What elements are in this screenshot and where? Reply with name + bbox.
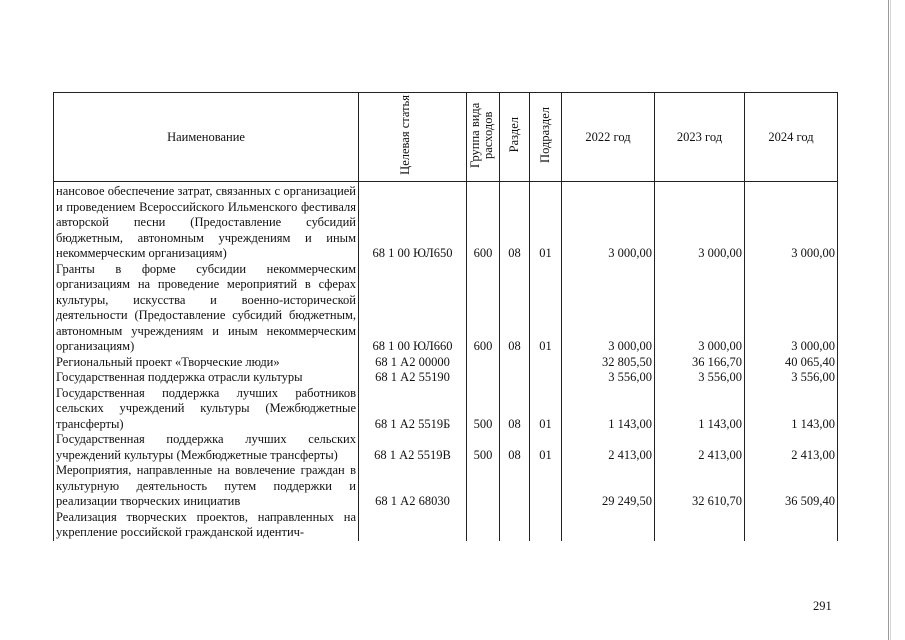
row-2023: 3 000,00: [655, 262, 745, 355]
row-section: [500, 463, 530, 510]
table-row: [54, 463, 838, 510]
table-header-row: [54, 93, 838, 182]
row-group: [467, 510, 500, 541]
row-group: 600: [467, 182, 500, 262]
row-2023: 2 413,00: [655, 432, 745, 463]
row-name: Мероприятия, направленные на вовлечение граждан в культурную деятельность путем поддержки и реализации творческих инициатив: [54, 463, 359, 510]
row-2023: 3 556,00: [655, 370, 745, 386]
row-2024: 3 000,00: [745, 182, 838, 262]
row-section: 08: [500, 386, 530, 433]
row-2022: 3 000,00: [562, 262, 655, 355]
row-name: нансовое обеспечение затрат, связанных с организацией и проведением Всероссийского Ильменского фестиваля авторской песни (Предоставление субсидий бюджетным, автономным учреждениям и иным некоммерческим организациям): [54, 182, 359, 262]
header-target-article: Целевая статья: [359, 93, 467, 182]
row-subsection: [530, 463, 562, 510]
row-subsection: [530, 510, 562, 541]
row-code: [359, 510, 467, 541]
table-row: [54, 386, 838, 433]
row-group: 500: [467, 432, 500, 463]
row-code: 68 1 00 ЮЛ660: [359, 262, 467, 355]
row-2024: 40 065,40: [745, 355, 838, 371]
row-section: [500, 355, 530, 371]
row-group: [467, 370, 500, 386]
page-edge-line: [890, 0, 891, 640]
row-2024: 2 413,00: [745, 432, 838, 463]
row-2022: 1 143,00: [562, 386, 655, 433]
row-section: [500, 510, 530, 541]
row-name: Гранты в форме субсидии некоммерческим организациям на проведение мероприятий в сферах культуры, искусства и военно-исторической деятельности (Предоставление субсидий бюджетным, автономным учреждениям и иным некоммерческим организациям): [54, 262, 359, 355]
table-row: [54, 182, 838, 262]
row-section: 08: [500, 182, 530, 262]
row-2024: [745, 510, 838, 541]
row-code: 68 1 А2 68030: [359, 463, 467, 510]
header-year-2024: 2024 год: [745, 93, 838, 182]
row-group: [467, 463, 500, 510]
table-row: [54, 262, 838, 355]
row-2022: [562, 510, 655, 541]
table-row: [54, 355, 838, 371]
row-name: Реализация творческих проектов, направленных на укрепление российской гражданской идентич-: [54, 510, 359, 541]
row-2023: [655, 510, 745, 541]
header-expense-group: Группа вида расходов: [467, 93, 500, 182]
row-subsection: [530, 370, 562, 386]
row-group: [467, 355, 500, 371]
row-2022: 2 413,00: [562, 432, 655, 463]
row-name: Государственная поддержка лучших работников сельских учреждений культуры (Межбюджетные трансферты): [54, 386, 359, 433]
row-section: 08: [500, 262, 530, 355]
row-subsection: 01: [530, 262, 562, 355]
row-code: 68 1 А2 55190: [359, 370, 467, 386]
row-code: 68 1 А2 00000: [359, 355, 467, 371]
budget-table: [53, 92, 838, 541]
row-code: 68 1 00 ЮЛ650: [359, 182, 467, 262]
page-edge-line: [888, 0, 889, 640]
row-name: Государственная поддержка лучших сельских учреждений культуры (Межбюджетные трансферты): [54, 432, 359, 463]
row-code: 68 1 А2 5519В: [359, 432, 467, 463]
row-2023: 3 000,00: [655, 182, 745, 262]
header-subsection: Подраздел: [530, 93, 562, 182]
row-code: 68 1 А2 5519Б: [359, 386, 467, 433]
page-number: 291: [813, 599, 832, 613]
table-row: [54, 370, 838, 386]
row-2023: 1 143,00: [655, 386, 745, 433]
header-year-2023: 2023 год: [655, 93, 745, 182]
row-name: Государственная поддержка отрасли культуры: [54, 370, 359, 386]
row-2022: 29 249,50: [562, 463, 655, 510]
row-2024: 3 556,00: [745, 370, 838, 386]
row-subsection: 01: [530, 182, 562, 262]
row-2024: 36 509,40: [745, 463, 838, 510]
header-year-2022: 2022 год: [562, 93, 655, 182]
row-2024: 3 000,00: [745, 262, 838, 355]
row-2023: 32 610,70: [655, 463, 745, 510]
row-2024: 1 143,00: [745, 386, 838, 433]
table-row: [54, 432, 838, 463]
row-subsection: [530, 355, 562, 371]
row-subsection: 01: [530, 386, 562, 433]
row-name: Региональный проект «Творческие люди»: [54, 355, 359, 371]
row-2022: 3 000,00: [562, 182, 655, 262]
row-subsection: 01: [530, 432, 562, 463]
row-group: 500: [467, 386, 500, 433]
table-row: [54, 510, 838, 541]
header-name: Наименование: [54, 93, 359, 182]
row-group: 600: [467, 262, 500, 355]
row-section: [500, 370, 530, 386]
header-section: Раздел: [500, 93, 530, 182]
row-2022: 32 805,50: [562, 355, 655, 371]
row-2022: 3 556,00: [562, 370, 655, 386]
row-section: 08: [500, 432, 530, 463]
row-2023: 36 166,70: [655, 355, 745, 371]
